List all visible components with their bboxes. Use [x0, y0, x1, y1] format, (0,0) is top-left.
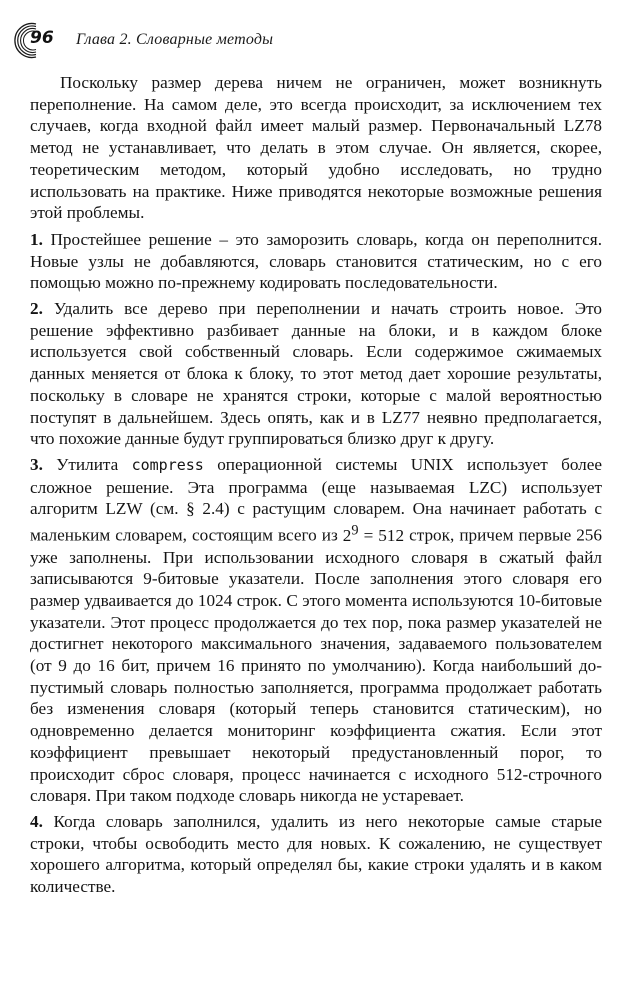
list-item-text: Утилита: [56, 454, 119, 474]
list-item-1: [30, 229, 602, 294]
intro-paragraph: Поскольку размер дерева ничем не ограничен, может возникнуть переполнение. На самом деле, это всегда происходит, за исключением тех случаев, когда входной файл имеет малый размер. Первоначальный LZ78 метод не устанавливает, что делать в этом случае. Он является, скорее, теоретическим методом, который удобно исследовать, но трудно использовать на практике. Ниже приводятся некоторые возможные решения этой проблемы.: [30, 73, 602, 223]
formula-exponent: 9: [351, 522, 359, 539]
page-body: [30, 72, 602, 902]
page-number: 96: [30, 28, 54, 48]
page-number-badge: [14, 20, 62, 60]
code-compress: compress: [131, 455, 204, 474]
list-item-number: 2.: [30, 299, 43, 319]
list-item-text: Удалить все дерево при переполнении и начать строить новое. Это решение эффективно разбивает данные на блоки, и в каждом блоке используется свой собственный словарь. Если содержимое сжимаемых данных меняется от блока к блоку, то этот метод дает хорошие результаты, поскольку в словаре не хранятся строки, которые с малой вероятностью поступят в дальнейшем. Здесь опять, как и в LZ77 неявно предполагается, что похожие данные будут группироваться близко друг к другу.: [30, 299, 603, 449]
list-item-2: [30, 298, 602, 450]
list-item-number: 3.: [30, 454, 43, 474]
formula-rest: = 512: [363, 525, 405, 545]
list-item-number: 1.: [30, 229, 43, 249]
list-item-text: операционной системы UNIX использует более сложное решение. Эта программа (еще называемая LZC) использует алгоритм LZW (см. § 2.4) с растущим словарем. Она начинает работать с маленьким словарем, состоящим всего из: [30, 454, 603, 545]
running-header: [14, 20, 574, 60]
formula-base: 2: [342, 525, 352, 545]
list-item-text: Простейшее решение – это заморозить словарь, когда он переполнится. Новые узлы не добавляются, словарь становится статическим, но с его помощью можно по-прежнему кодировать последовательности.: [30, 229, 602, 293]
formula: [342, 522, 405, 545]
list-item-text: Когда словарь заполнился, удалить из него некоторые самые старые строки, чтобы освободить место для новых. К сожалению, не существует хорошего алгоритма, который определял бы, какие строки удалять и в каком количестве.: [30, 811, 603, 897]
list-item-4: [30, 811, 602, 898]
chapter-title: Глава 2. Словарные методы: [76, 31, 274, 48]
list-item-text: строк, причем первые 256 уже заполнены. При использовании исходного словаря в сжатый файл записываются 9-битовые указатели. После заполнения этого словаря его размер удваивается до 1024 строк. С этого момента используются 10-битовые указатели. Этот процесс продолжается до тех пор, пока размер указателей не достигнет некоторого максимального значения, задаваемого пользователем (от 9 до 16 бит, причем 16 принято по умолчанию). Когда наибольший допустимый словарь полностью заполняется, программа продолжает работать без изменения словаря (который теперь становится статическим), но одновременно делается мониторинг коэффициента сжатия. Если этот коэффициент превышает некоторый предустановленный порог, то происходит сброс словаря, процесс начинается с исходного 512-строчного словаря. При таком подходе словарь никогда не устаревает.: [30, 525, 602, 806]
list-item-number: 4.: [30, 811, 43, 831]
list-item-3: [30, 454, 602, 807]
